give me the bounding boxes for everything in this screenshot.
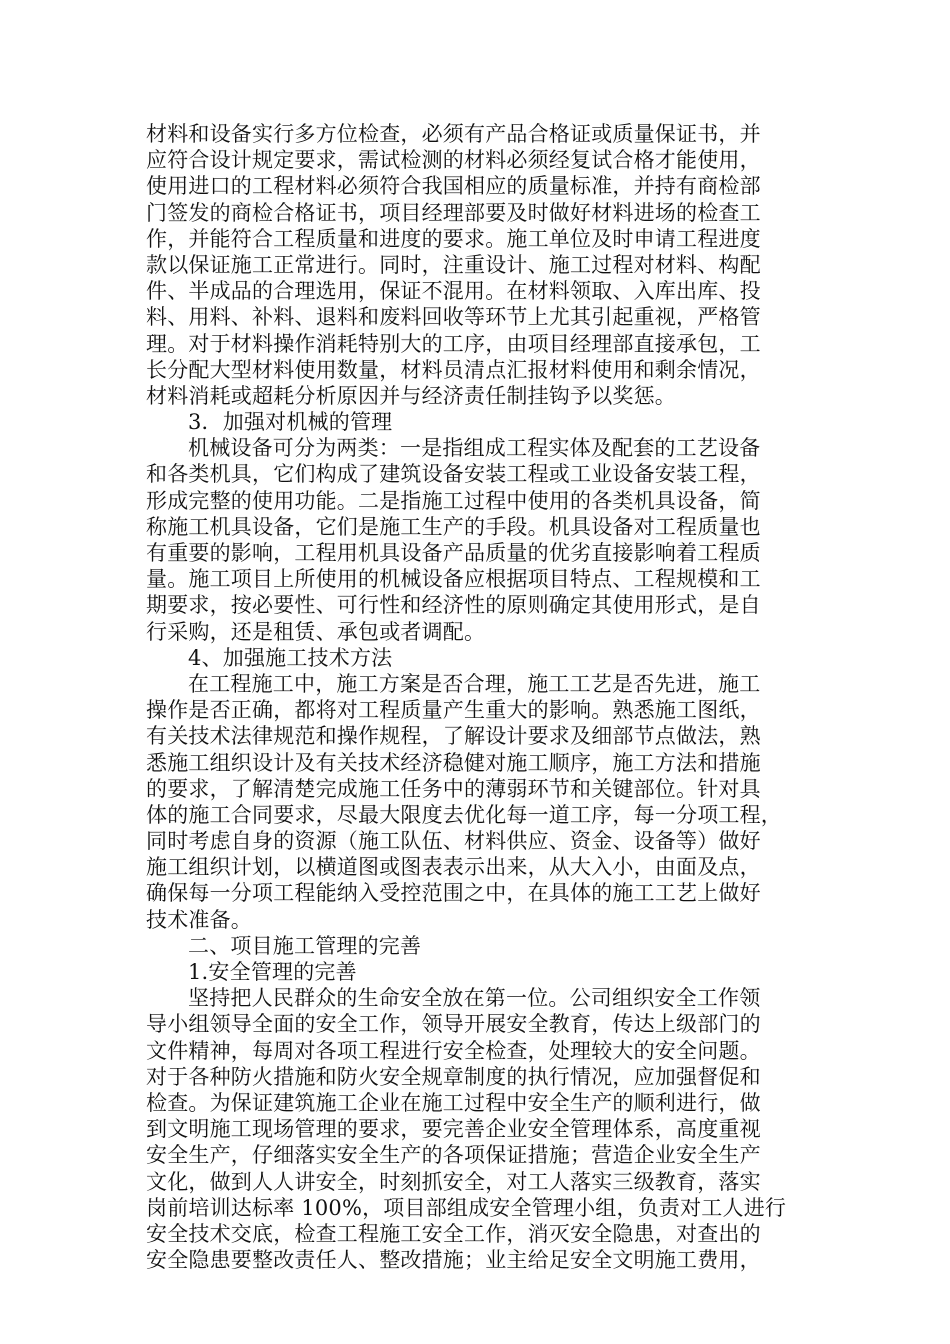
text-line: 操作是否正确，都将对工程质量产生重大的影响。熟悉施工图纸，: [146, 698, 761, 723]
text-line: 理。对于材料操作消耗特别大的工序，由项目经理部直接承包，工: [146, 331, 761, 356]
text-line: 文件精神，每周对各项工程进行安全检查，处理较大的安全问题。: [146, 1038, 761, 1063]
text-line: 期要求，按必要性、可行性和经济性的原则确定其使用形式，是自: [146, 593, 761, 618]
text-line: 坚持把人民群众的生命安全放在第一位。公司组织安全工作领: [188, 986, 761, 1011]
text-line: 称施工机具设备，它们是施工生产的手段。机具设备对工程质量也: [146, 514, 761, 539]
text-line: 材料消耗或超耗分析原因并与经济责任制挂钩予以奖惩。: [146, 383, 676, 408]
text-line: 技术准备。: [146, 907, 252, 932]
text-line: 施工组织计划，以横道图或图表表示出来，从大入小，由面及点，: [146, 855, 761, 880]
text-line: 二、项目施工管理的完善: [188, 933, 422, 958]
text-line: 同时考虑自身的资源（施工队伍、材料供应、资金、设备等）做好: [146, 829, 761, 854]
text-line: 机械设备可分为两类：一是指组成工程实体及配套的工艺设备: [188, 436, 761, 461]
text-line: 检查。为保证建筑施工企业在施工过程中安全生产的顺利进行，做: [146, 1090, 761, 1115]
text-line: 形成完整的使用功能。二是指施工过程中使用的各类机具设备，简: [146, 488, 761, 513]
text-line: 确保每一分项工程能纳入受控范围之中，在具体的施工工艺上做好: [146, 881, 761, 906]
text-line: 款以保证施工正常进行。同时，注重设计、施工过程对材料、构配: [146, 252, 761, 277]
text-line: 作，并能符合工程质量和进度的要求。施工单位及时申请工程进度: [146, 226, 761, 251]
text-line: 岗前培训达标率 100%，项目部组成安全管理小组，负责对工人进行: [146, 1195, 787, 1220]
text-line: 对于各种防火措施和防火安全规章制度的执行情况，应加强督促和: [146, 1064, 761, 1089]
text-line: 件、半成品的合理选用，保证不混用。在材料领取、入库出库、投: [146, 279, 761, 304]
text-line: 文化，做到人人讲安全，时刻抓安全，对工人落实三级教育，落实: [146, 1169, 761, 1194]
text-line: 长分配大型材料使用数量，材料员清点汇报材料使用和剩余情况，: [146, 357, 761, 382]
text-line: 到文明施工现场管理的要求，要完善企业安全管理体系，高度重视: [146, 1117, 761, 1142]
document-body: [146, 121, 806, 1273]
text-line: 安全技术交底，检查工程施工安全工作，消灭安全隐患，对查出的: [146, 1221, 761, 1246]
text-line: 在工程施工中，施工方案是否合理，施工工艺是否先进，施工: [188, 671, 761, 696]
text-line: 的要求，了解清楚完成施工任务中的薄弱环节和关键部位。针对具: [146, 776, 761, 801]
text-line: 应符合设计规定要求，需试检测的材料必须经复试合格才能使用，: [146, 148, 761, 173]
text-line: 和各类机具，它们构成了建筑设备安装工程或工业设备安装工程，: [146, 462, 761, 487]
text-line: 行采购，还是租赁、承包或者调配。: [146, 619, 486, 644]
text-line: 量。施工项目上所使用的机械设备应根据项目特点、工程规模和工: [146, 567, 761, 592]
text-line: 料、用料、补料、退料和废料回收等环节上尤其引起重视，严格管: [146, 305, 761, 330]
text-line: 有重要的影响，工程用机具设备产品质量的优劣直接影响着工程质: [146, 541, 761, 565]
text-line: 导小组领导全面的安全工作，领导开展安全教育，传达上级部门的: [146, 1012, 761, 1037]
text-line: 安全生产，仔细落实安全生产的各项保证措施；营造企业安全生产: [146, 1143, 761, 1168]
text-line: 4、加强施工技术方法: [188, 645, 393, 670]
text-line: 有关技术法律规范和操作规程，了解设计要求及细部节点做法，熟: [146, 724, 761, 749]
text-line: 体的施工合同要求，尽最大限度去优化每一道工序，每一分项工程，: [146, 802, 782, 827]
text-line: 3．加强对机械的管理: [188, 410, 393, 435]
text-line: 使用进口的工程材料必须符合我国相应的质量标准，并持有商检部: [146, 174, 761, 199]
text-line: 安全隐患要整改责任人、整改措施；业主给足安全文明施工费用，: [146, 1248, 761, 1273]
text-line: 门签发的商检合格证书，项目经理部要及时做好材料进场的检查工: [146, 200, 761, 225]
text-line: 1.安全管理的完善: [188, 960, 357, 984]
text-line: 悉施工组织设计及有关技术经济稳健对施工顺序，施工方法和措施: [146, 750, 761, 775]
text-line: 材料和设备实行多方位检查，必须有产品合格证或质量保证书，并: [146, 122, 761, 146]
